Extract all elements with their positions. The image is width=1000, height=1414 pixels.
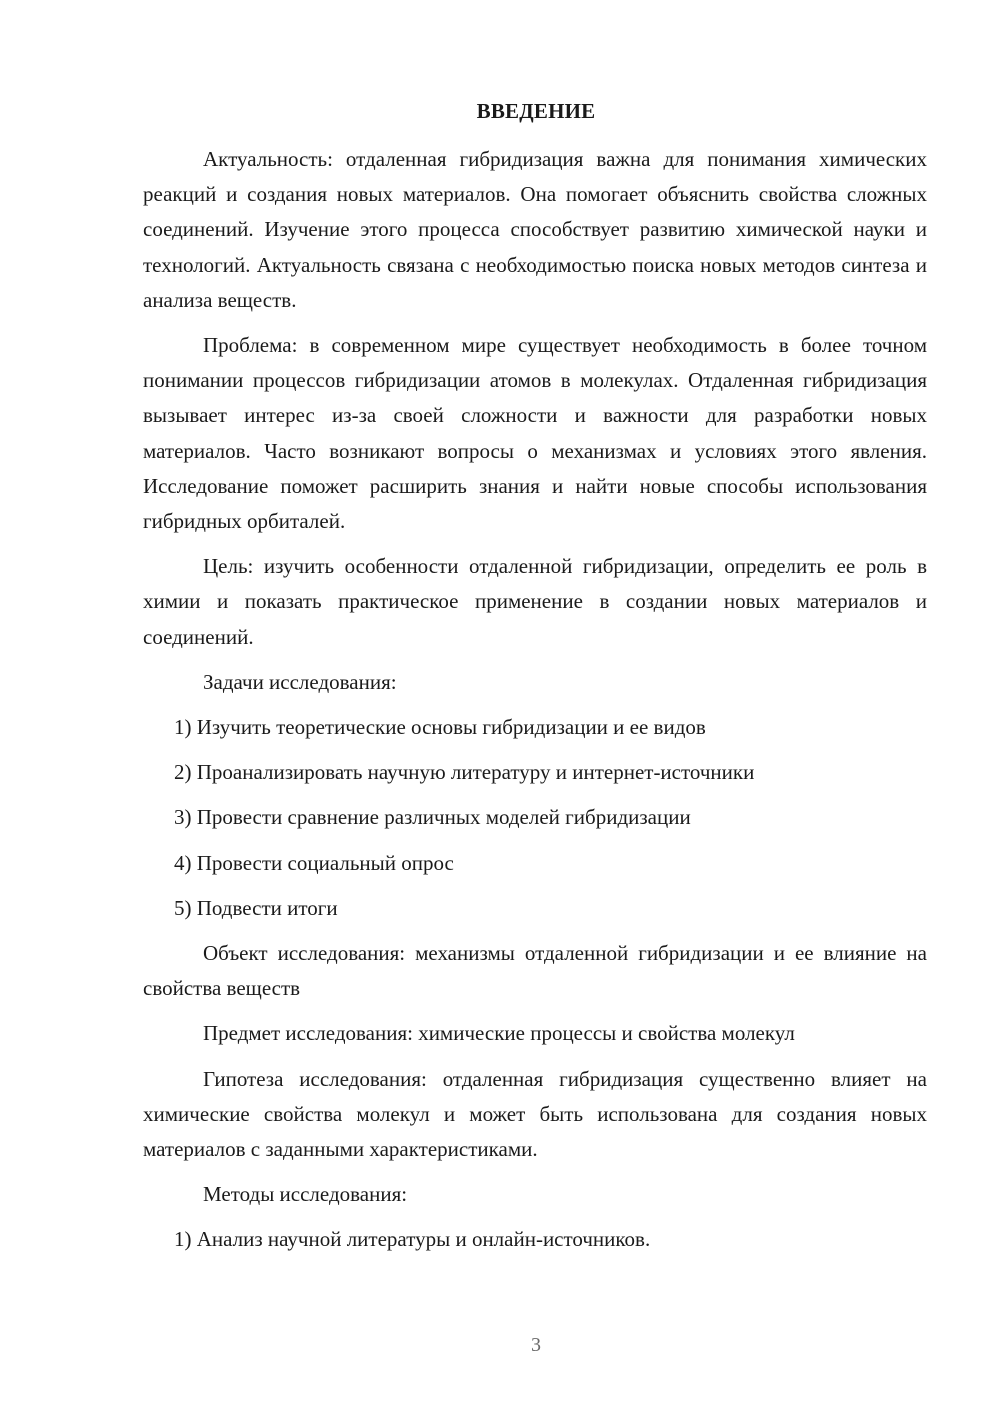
task-item-5: 5) Подвести итоги xyxy=(174,895,338,920)
section-heading: ВВЕДЕНИЕ xyxy=(476,99,596,123)
task-item-3: 3) Провести сравнение различных моделей гибридизации xyxy=(174,805,691,830)
goal-paragraph: Цель: изучить особенности отдаленной гибридизации, определить ее роль в химии и показать практическое применение в создании новых материалов и соединений. xyxy=(143,554,927,649)
tasks-heading: Задачи исследования: xyxy=(203,669,397,694)
problem-paragraph: Проблема: в современном мире существует необходимость в более точном понимании процессов гибридизации атомов в молекулах. Отдаленная гибридизация вызывает интерес из-за своей сложности и важности для разработки новых материалов. Часто возникают вопросы о механизмах и условиях этого явления. Исследование поможет расширить знания и найти новые способы использования гибридных орбиталей. xyxy=(143,333,927,534)
subject-paragraph: Предмет исследования: химические процессы и свойства молекул xyxy=(203,1021,795,1046)
object-paragraph: Объект исследования: механизмы отдаленной гибридизации и ее влияние на свойства веществ xyxy=(143,941,927,1001)
method-item-1: 1) Анализ научной литературы и онлайн-источников. xyxy=(174,1227,651,1252)
document-body xyxy=(143,142,927,1268)
tasks-list xyxy=(143,710,927,926)
page-number: 3 xyxy=(531,1334,541,1356)
task-item-2: 2) Проанализировать научную литературу и интернет-источники xyxy=(174,760,755,785)
task-item-1: 1) Изучить теоретические основы гибридизации и ее видов xyxy=(174,715,706,740)
task-item-4: 4) Провести социальный опрос xyxy=(174,850,454,875)
relevance-paragraph: Актуальность: отдаленная гибридизация важна для понимания химических реакций и создания новых материалов. Она помогает объяснить свойства сложных соединений. Изучение этого процесса способствует развитию химической науки и технологий. Актуальность связана с необходимостью поиска новых методов синтеза и анализа веществ. xyxy=(143,147,927,312)
methods-heading: Методы исследования: xyxy=(203,1182,408,1207)
methods-list xyxy=(143,1222,927,1257)
hypothesis-paragraph: Гипотеза исследования: отдаленная гибридизация существенно влияет на химические свойства молекул и может быть использована для создания новых материалов с заданными характеристиками. xyxy=(143,1066,927,1162)
